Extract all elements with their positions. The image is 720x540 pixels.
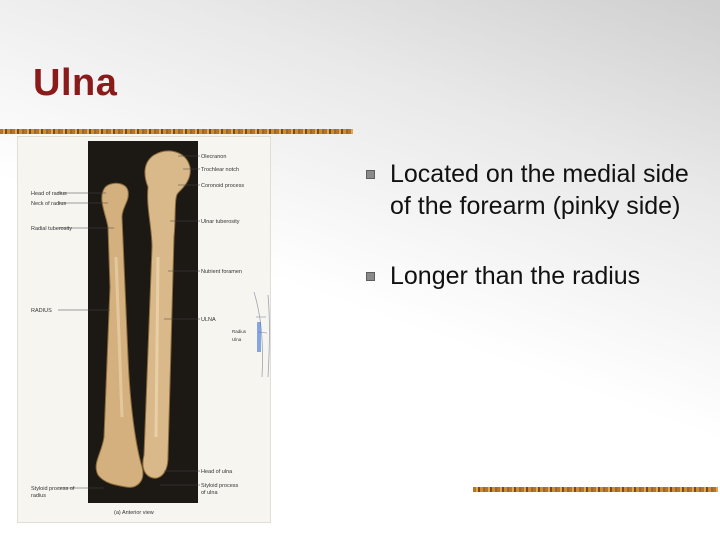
label-coronoid-process: Coronoid process (201, 183, 245, 189)
label-radial-tuberosity: Radial tuberosity (31, 226, 72, 232)
label-nutrient-foramen: Nutrient foramen (201, 269, 242, 275)
inset-label-radius: Radius (232, 329, 247, 334)
square-bullet-icon (366, 272, 375, 281)
label-neck-of-radius: Neck of radius (31, 201, 67, 207)
bullet-list (366, 158, 706, 330)
inset-label-ulna: Ulna (232, 337, 242, 342)
label-trochlear-notch: Trochlear notch (201, 167, 240, 173)
label-styloid-radius-2: radius (31, 493, 46, 499)
forearm-bones-illustration (18, 137, 270, 522)
footer-divider (473, 487, 718, 492)
bullet-text: Located on the medial side of the forearm (pinky side) (390, 160, 689, 220)
slide-title: Ulna (33, 62, 118, 104)
label-head-of-ulna: Head of ulna (201, 469, 233, 475)
label-ulna: ULNA (201, 317, 216, 323)
bullet-item (366, 158, 706, 222)
label-styloid-ulna-1: Styloid process (201, 483, 239, 489)
label-ulnar-tuberosity: Ulnar tuberosity (201, 219, 240, 225)
forearm-bones-figure (17, 136, 271, 523)
label-radius: RADIUS (31, 308, 52, 314)
inset-highlight (257, 322, 261, 352)
label-styloid-ulna-2: of ulna (201, 490, 218, 496)
label-olecranon: Olecranon (201, 154, 227, 160)
square-bullet-icon (366, 170, 375, 179)
bullet-item (366, 260, 706, 292)
title-divider (0, 129, 353, 134)
label-styloid-radius-1: Styloid process of (31, 486, 75, 492)
label-head-of-radius: Head of radius (31, 191, 67, 197)
bullet-text: Longer than the radius (390, 262, 641, 290)
figure-caption: (a) Anterior view (114, 510, 154, 516)
arm-inset-sketch (254, 292, 270, 377)
